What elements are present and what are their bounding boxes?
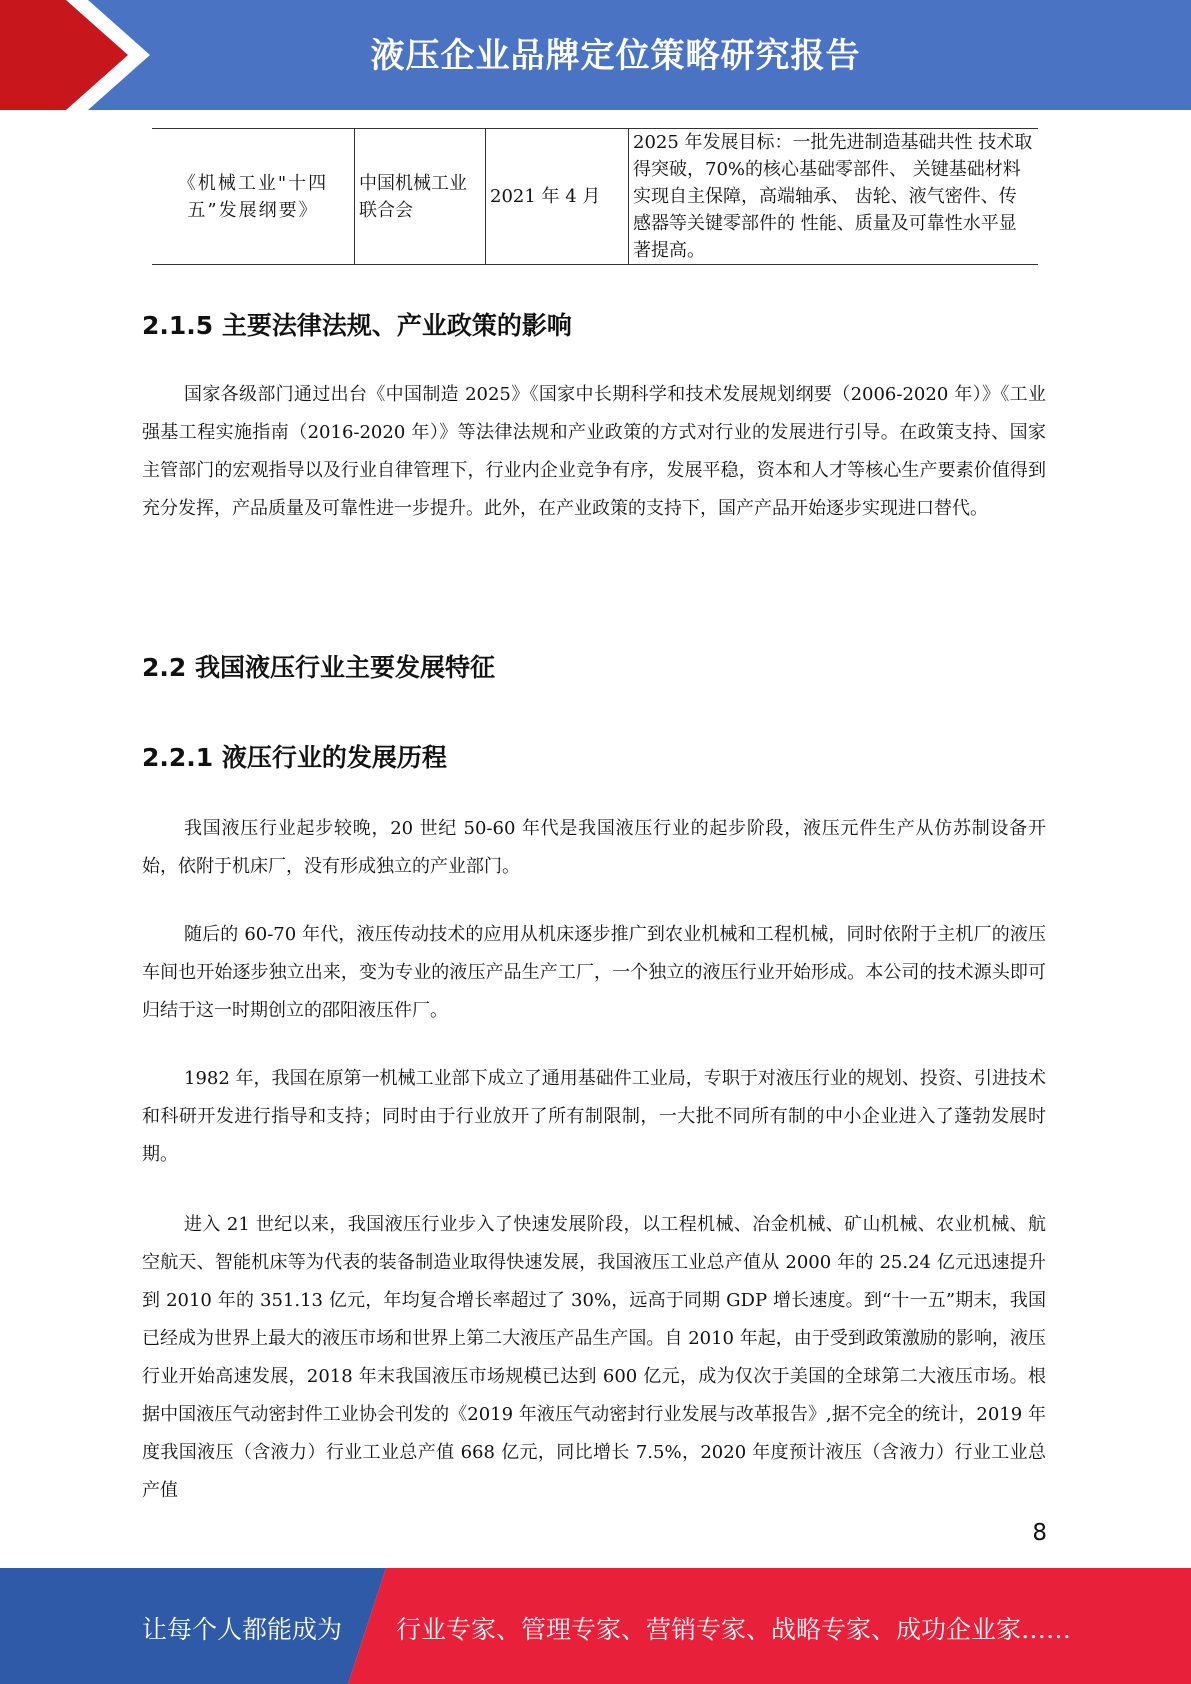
section-heading-2-2: 2.2 我国液压行业主要发展特征 [142, 653, 495, 682]
footer-slogan-right: 行业专家、管理专家、营销专家、战略专家、成功企业家…… [396, 1615, 1072, 1644]
policy-date-cell: 2021 年 4 月 [486, 129, 629, 265]
page-header [0, 0, 1191, 110]
paragraph: 随后的 60-70 年代，液压传动技术的应用从机床逐步推广到农业机械和工程机械，同时依附于主机厂的液压车间也开始逐步独立出来，变为专业的液压产品生产工厂，一个独立的液压行业开始形成。本公司的技术源头即可归结于这一时期创立的邵阳液压件厂。 [142, 924, 1046, 1021]
section-heading-2-2-1: 2.2.1 液压行业的发展历程 [142, 743, 447, 772]
policy-content-cell: 2025 年发展目标：一批先进制造基础共性 技术取得突破，70%的核心基础零部件、 关键基础材料实现自主保障，高端轴承、 齿轮、液气密件、传感器等关键零部件的 性能、质量及可靠性水平显著提高。 [633, 132, 1033, 261]
paragraph: 进入 21 世纪以来，我国液压行业步入了快速发展阶段，以工程机械、冶金机械、矿山机械、农业机械、航空航天、智能机床等为代表的装备制造业取得快速发展，我国液压工业总产值从 2000 年的 25.24 亿元迅速提升到 2010 年的 351.13 亿元，年均复合增长率超过了 30%，远高于同期 GDP 增长速度。到“十一五”期末，我国已经成为世界上最大的液压市场和世界上第二大液压产品生产国。自 2010 年起，由于受到政策激励的影响，液压行业开始高速发展，2018 年末我国液压市场规模已达到 600 亿元，成为仅次于美国的全球第二大液压市场。根据中国液压气动密封件工业协会刊发的《2019 年液压气动密封行业发展与改革报告》,据不完全的统计，2019 年度我国液压（含液力）行业工业总产值 668 亿元，同比增长 7.5%，2020 年度预计液压（含液力）行业工业总产值 [142, 1214, 1046, 1501]
paragraph: 国家各级部门通过出台《中国制造 2025》《国家中长期科学和技术发展规划纲要（2006-2020 年）》《工业强基工程实施指南（2016-2020 年）》等法律法规和产业政策的方式对行业的发展进行引导。在政策支持、国家主管部门的宏观指导以及行业自律管理下，行业内企业竞争有序，发展平稳，资本和人才等核心生产要素价值得到充分发挥，产品质量及可靠性进一步提升。此外，在产业政策的支持下，国产产品开始逐步实现进口替代。 [142, 384, 1046, 519]
policy-issuer-cell: 中国机械工业联合会 [355, 129, 486, 265]
report-title: 液压企业品牌定位策略研究报告 [370, 36, 861, 76]
policy-name-cell: 《机械工业"十四五”发展纲要》 [152, 129, 355, 265]
page-footer [0, 1568, 1191, 1684]
section-heading-2-1-5: 2.1.5 主要法律法规、产业政策的影响 [142, 311, 572, 340]
table-row [152, 129, 1038, 265]
paragraph: 我国液压行业起步较晚，20 世纪 50-60 年代是我国液压行业的起步阶段，液压元件生产从仿苏制设备开始，依附于机床厂，没有形成独立的产业部门。 [142, 818, 1046, 877]
policy-table [152, 128, 1038, 265]
paragraph: 1982 年，我国在原第一机械工业部下成立了通用基础件工业局，专职于对液压行业的规划、投资、引进技术和科研开发进行指导和支持；同时由于行业放开了所有制限制，一大批不同所有制的中小企业进入了蓬勃发展时期。 [142, 1068, 1046, 1165]
page-number: 8 [1032, 1520, 1047, 1546]
footer-slogan-left: 让每个人都能成为 [142, 1615, 343, 1644]
